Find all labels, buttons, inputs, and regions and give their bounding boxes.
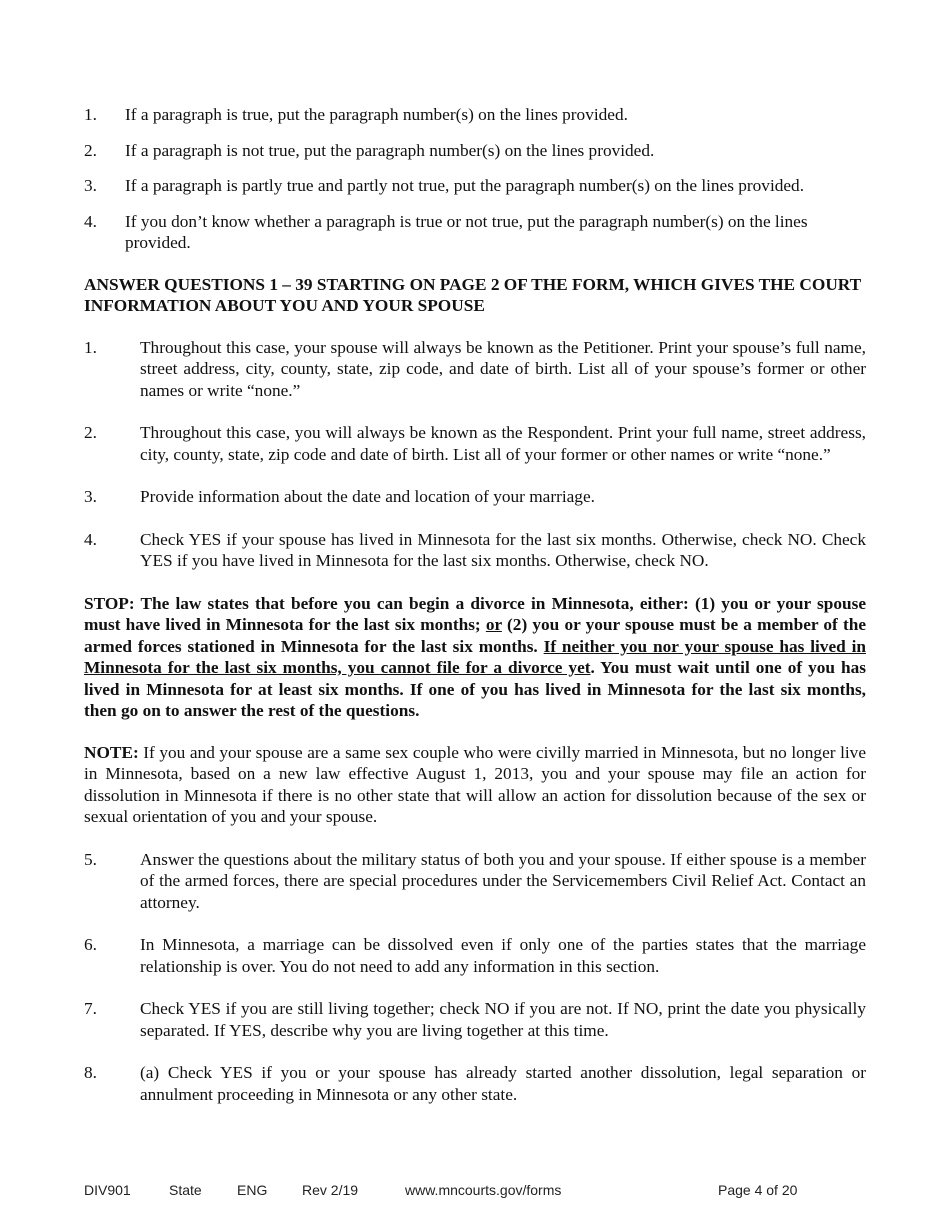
question-item — [84, 529, 866, 572]
footer-language: ENG — [237, 1182, 268, 1198]
question-number: 4. — [84, 529, 97, 549]
question-text: Check YES if you are still living together; check NO if you are not. If NO, print the date you physically separated. If YES, describe why you are living together at this time. — [140, 999, 866, 1040]
instruction-number: 4. — [84, 211, 97, 231]
footer-form-id: DIV901 — [84, 1182, 131, 1198]
questions-list-a — [84, 337, 866, 572]
instruction-item — [84, 175, 866, 197]
stop-or: or — [485, 615, 502, 634]
instruction-number: 3. — [84, 176, 97, 195]
stop-underlined: If neither you nor your spouse has lived in Minnesota for the last six months, you cannot file for a divorce yet — [84, 636, 866, 677]
instruction-item — [84, 104, 866, 126]
section-heading: ANSWER QUESTIONS 1 – 39 STARTING ON PAGE 2 OF THE FORM, WHICH GIVES THE COURT INFORMATION ABOUT YOU AND YOUR SPOUSE — [84, 274, 861, 315]
stop-text-1: STOP: The law states that before you can begin a divorce in Minnesota, either: (1) you or your spouse must have lived in Minnesota for the last six months; — [84, 593, 866, 634]
question-text: Answer the questions about the military status of both you and your spouse. If either spouse is a member of the armed forces, there are special procedures under the Servicemembers Civil Relief Act. Contact an attorney. — [140, 849, 866, 912]
instruction-item — [84, 211, 866, 254]
questions-list-b — [84, 849, 866, 1106]
stop-warning — [84, 593, 866, 722]
question-item — [84, 486, 866, 508]
question-number: 3. — [84, 487, 97, 506]
question-text: In Minnesota, a marriage can be dissolved even if only one of the parties states that the marriage relationship is over. You do not need to add any information in this section. — [140, 935, 866, 976]
question-item — [84, 934, 866, 977]
instruction-text: If a paragraph is true, put the paragraph number(s) on the lines provided. — [125, 105, 628, 124]
question-item — [84, 1062, 866, 1105]
footer-url: www.mncourts.gov/forms — [405, 1182, 562, 1198]
question-number: 1. — [84, 337, 97, 357]
instruction-text: If you don’t know whether a paragraph is true or not true, put the paragraph number(s) on the lines provided. — [125, 211, 808, 252]
question-text: Throughout this case, you will always be known as the Respondent. Print your full name, street address, city, county, state, zip code and date of birth. List all of your former or other names or write “none.” — [140, 423, 866, 464]
instruction-number: 1. — [84, 105, 97, 124]
footer-page-number: Page 4 of 20 — [718, 1182, 798, 1198]
footer-revision: Rev 2/19 — [302, 1182, 359, 1198]
question-item — [84, 337, 866, 402]
instruction-text: If a paragraph is not true, put the paragraph number(s) on the lines provided. — [125, 140, 655, 160]
footer-state: State — [169, 1182, 202, 1198]
instruction-number: 2. — [84, 140, 97, 160]
question-number: 6. — [84, 935, 97, 954]
question-number: 2. — [84, 423, 97, 442]
question-text: Provide information about the date and location of your marriage. — [140, 487, 595, 506]
stop-text-3: . You must wait until one of you has lived in Minnesota for at least six months. If one of you has lived in Minnesota for the last six months, then go on to answer the rest of the questions. — [84, 658, 866, 720]
instructions-list — [84, 104, 866, 254]
question-item — [84, 998, 866, 1041]
note-label: NOTE: — [84, 742, 139, 762]
question-item — [84, 849, 866, 914]
question-number: 5. — [84, 849, 97, 869]
note-paragraph — [84, 742, 866, 828]
note-text: If you and your spouse are a same sex couple who were civilly married in Minnesota, but no longer live in Minnesota, based on a new law effective August 1, 2013, you and your spouse may file an action for dissolution in Minnesota if there is no other state that will allow an action for dissolution because of the sex or sexual orientation of you and your spouse. — [84, 742, 866, 826]
instruction-text: If a paragraph is partly true and partly not true, put the paragraph number(s) on the lines provided. — [125, 176, 805, 195]
stop-text-2: (2) you or your spouse must be a member of the armed forces stationed in Minnesota for the last six months. — [84, 615, 867, 656]
question-text: (a) Check YES if you or your spouse has already started another dissolution, legal separation or annulment proceeding in Minnesota or any other state. — [140, 1063, 866, 1104]
question-number: 8. — [84, 1063, 97, 1082]
question-text: Throughout this case, your spouse will always be known as the Petitioner. Print your spouse’s full name, street address, city, county, state, zip code, and date of birth. List all of your spouse’s former or other names or write “none.” — [140, 337, 866, 400]
question-number: 7. — [84, 999, 97, 1018]
question-item — [84, 422, 866, 465]
question-text: Check YES if your spouse has lived in Minnesota for the last six months. Otherwise, check NO. Check YES if you have lived in Minnesota for the last six months. Otherwise, check NO. — [140, 529, 866, 570]
instruction-item — [84, 140, 866, 162]
document-page — [84, 104, 866, 1126]
